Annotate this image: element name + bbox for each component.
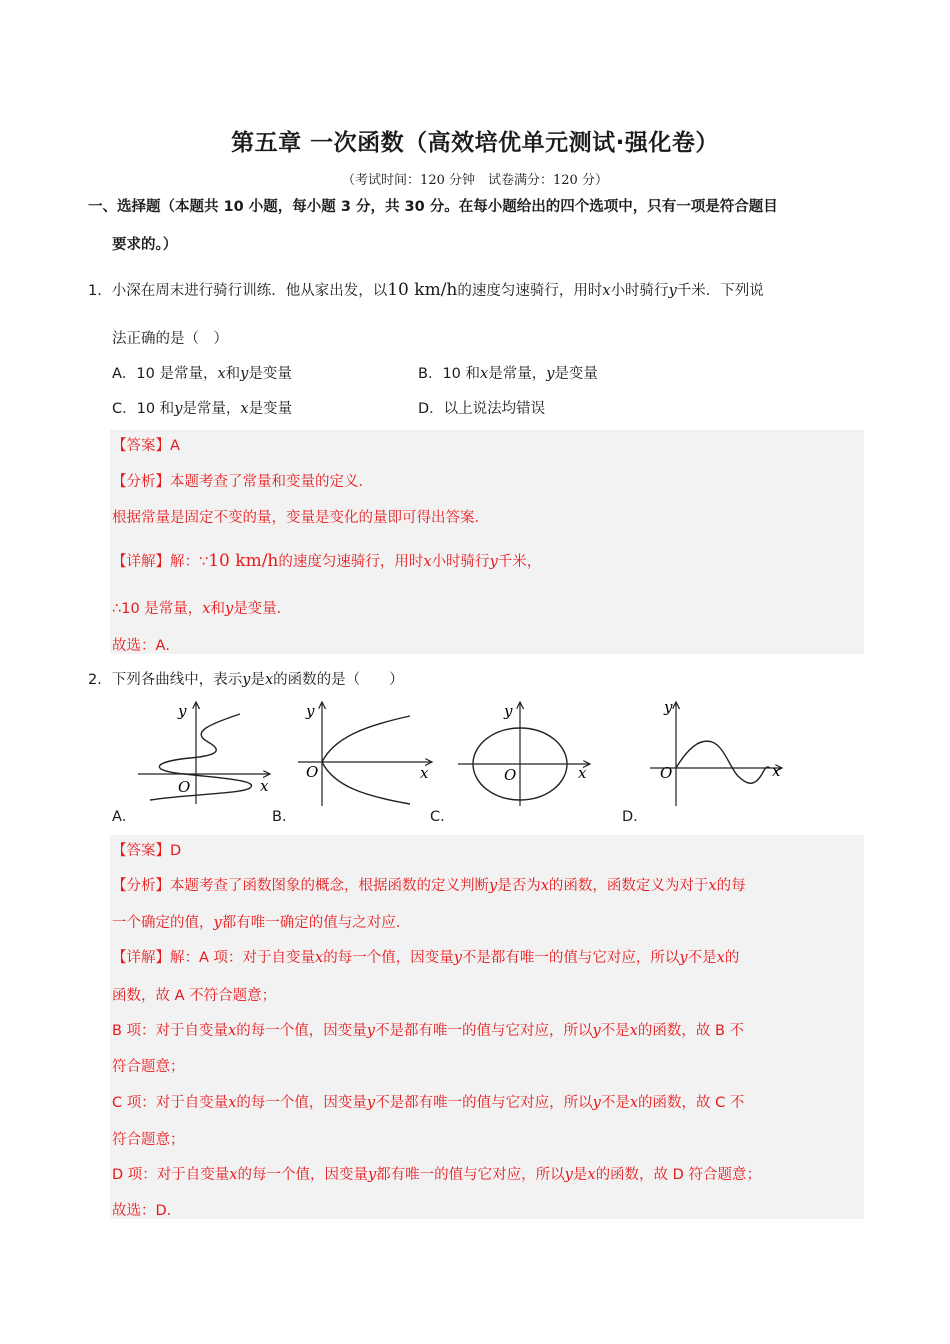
detail-text: 不是都有唯一的值与它对应，所以: [375, 1095, 593, 1111]
stem-text: 千米．下列说: [676, 283, 764, 299]
answer-label: 【答案】: [112, 843, 170, 859]
detail-text: 千米，: [497, 554, 542, 570]
graph-b-label[interactable]: B．: [272, 809, 297, 825]
detail-text: 的速度匀速骑行，用时: [278, 554, 424, 570]
graph-b: [294, 696, 444, 808]
curve-a: [150, 714, 252, 800]
stem-text: 的函数的是（ ）: [273, 672, 404, 688]
option-text: C．10 和: [112, 401, 175, 417]
option-text: 是常量，: [488, 366, 547, 382]
var-x: x: [587, 1167, 596, 1183]
var-y: y: [453, 950, 462, 966]
detail-text: 的每一个值，因变量: [237, 1167, 368, 1183]
detail-text: B 项：对于自变量: [112, 1023, 229, 1039]
stem-text: 是: [250, 672, 265, 688]
analysis-line-2: 根据常量是固定不变的量，变量是变化的量即可得出答案．: [112, 510, 489, 526]
var-x: x: [228, 1095, 237, 1111]
var-y: y: [367, 1167, 377, 1183]
y-label: y: [504, 702, 513, 720]
var-y: y: [592, 1023, 601, 1039]
detail-text: 的函数，故 C 不: [638, 1095, 745, 1111]
detail-text: 不是: [600, 1023, 630, 1039]
y-label: y: [178, 702, 187, 720]
detail-text: 的函数，故 D 符合题意；: [595, 1167, 761, 1183]
answer-line: [112, 434, 180, 455]
x-label: x: [260, 777, 269, 795]
analysis-text: 是否为: [497, 878, 541, 894]
answer-box-1: [110, 430, 864, 654]
var-y: y: [240, 366, 249, 382]
detail-text: 小时骑行: [431, 554, 490, 570]
detail-text: 解：A 项：对于自变量: [170, 950, 316, 966]
curve-b: [322, 716, 410, 804]
option-c[interactable]: [112, 397, 292, 418]
option-b[interactable]: [418, 362, 598, 383]
graph-a-label[interactable]: A．: [112, 809, 137, 825]
option-a[interactable]: [112, 362, 292, 383]
var-y: y: [213, 915, 222, 931]
x-label: x: [578, 764, 587, 782]
var-x: x: [202, 601, 211, 617]
section-heading-cont: 要求的。）: [112, 237, 178, 253]
option-text: 是常量，: [182, 401, 241, 417]
detail-c-line-2: 符合题意；: [112, 1132, 185, 1148]
graph-d-label[interactable]: D．: [622, 809, 648, 825]
analysis-line: [112, 470, 373, 491]
var-y: y: [546, 366, 555, 382]
var-x: x: [229, 1167, 238, 1183]
detail-line: [112, 946, 739, 967]
detail-label: 【详解】: [112, 950, 170, 966]
var-x: x: [629, 1095, 639, 1111]
detail-text: 是变量．: [233, 601, 292, 617]
analysis-text: 一个确定的值，: [112, 915, 214, 931]
analysis-text: 的函数，函数定义为对于: [548, 878, 709, 894]
graph-c: [454, 696, 604, 808]
var-x: x: [240, 401, 249, 417]
detail-text: 的每一个值，因变量: [236, 1095, 367, 1111]
option-text: B．10 和: [418, 366, 481, 382]
option-text: A．10 是常量，: [112, 366, 218, 382]
analysis-text: 本题考查了函数图象的概念，根据函数的定义判断: [170, 878, 489, 894]
var-x: x: [602, 283, 611, 299]
stem-text: 的速度匀速骑行，用时: [457, 283, 603, 299]
var-x: x: [480, 366, 489, 382]
detail-label: 【详解】: [112, 554, 170, 570]
question-number: 1．: [88, 283, 112, 299]
var-y: y: [242, 672, 251, 688]
detail-text: 不是: [600, 1095, 630, 1111]
var-y: y: [366, 1095, 376, 1111]
choose-line: 故选：A．: [112, 638, 180, 654]
detail-b-line: [112, 1019, 744, 1040]
stem-text: 小时骑行: [610, 283, 669, 299]
detail-d-line: [112, 1163, 761, 1184]
analysis-label: 【分析】: [112, 474, 170, 490]
section-heading-line1: 一、选择题（本题共 10 小题，每小题 3 分，共 30 分。在每小题给出的四个选项中，只有一项是符合题目: [88, 199, 778, 215]
var-x: x: [315, 950, 324, 966]
graph-c-label[interactable]: C．: [430, 809, 455, 825]
page-title: 第五章 一次函数（高效培优单元测试·强化卷）: [231, 130, 719, 156]
detail-text: 解：∵: [170, 554, 209, 570]
origin-label: O: [178, 778, 191, 796]
graph-a: [130, 696, 280, 808]
detail-text: 不是: [687, 950, 717, 966]
question-2-stem: [88, 668, 404, 689]
analysis-line-2: [112, 911, 410, 932]
x-label: x: [420, 764, 429, 782]
var-x: x: [217, 366, 226, 382]
section-heading: [88, 195, 778, 216]
answer-value: A: [170, 438, 180, 454]
detail-text: 是: [572, 1167, 588, 1183]
detail-line: [112, 550, 541, 571]
exam-info: （考试时间：120 分钟 试卷满分：120 分）: [342, 173, 608, 188]
var-y: y: [366, 1023, 375, 1039]
var-x: x: [540, 878, 549, 894]
question-1-stem: [88, 279, 764, 300]
var-y: y: [592, 1095, 601, 1111]
answer-value: D: [170, 843, 182, 859]
origin-label: O: [306, 763, 319, 781]
detail-text: C 项：对于自变量: [112, 1095, 229, 1111]
analysis-text: 都有唯一确定的值与之对应．: [221, 915, 411, 931]
var-y: y: [174, 401, 183, 417]
question-1-stem-cont: 法正确的是（ ）: [112, 331, 228, 347]
option-text: 和: [225, 366, 241, 382]
answer-label: 【答案】: [112, 438, 170, 454]
stem-text: 下列各曲线中，表示: [111, 672, 243, 688]
speed-value: 10 km/h: [387, 280, 458, 300]
analysis-label: 【分析】: [112, 878, 170, 894]
detail-text: 不是都有唯一的值与它对应，所以: [374, 1023, 593, 1039]
choose-line: 故选：D．: [112, 1203, 182, 1219]
y-label: y: [664, 698, 673, 716]
var-x: x: [264, 672, 274, 688]
detail-c-line: [112, 1091, 744, 1112]
speed-value: 10 km/h: [208, 551, 279, 571]
var-x: x: [708, 878, 717, 894]
option-text: 是变量: [248, 366, 292, 382]
analysis-text: 本题考查了常量和变量的定义．: [170, 474, 373, 490]
var-x: x: [629, 1023, 638, 1039]
y-label: y: [306, 702, 315, 720]
stem-text: 小深在周末进行骑行训练．他从家出发，以: [111, 283, 388, 299]
detail-text: ∴10 是常量，: [112, 601, 203, 617]
graph-d: [650, 696, 800, 808]
var-y: y: [668, 283, 677, 299]
detail-line-2: 函数，故 A 不符合题意；: [112, 988, 277, 1004]
x-label: x: [772, 762, 781, 780]
therefore-line: [112, 597, 291, 618]
option-text: 是变量: [554, 366, 598, 382]
detail-text: 的每一个值，因变量: [236, 1023, 367, 1039]
analysis-line: [112, 874, 746, 895]
var-x: x: [228, 1023, 237, 1039]
detail-text: 和: [210, 601, 225, 617]
option-text: 是变量: [248, 401, 293, 417]
detail-b-line-2: 符合题意；: [112, 1059, 185, 1075]
var-y: y: [489, 554, 498, 570]
detail-text: 都有唯一的值与它对应，所以: [376, 1167, 565, 1183]
curve-d: [676, 741, 770, 783]
question-number: 2．: [88, 672, 112, 688]
detail-text: 的函数，故 B 不: [637, 1023, 745, 1039]
detail-text: 不是都有唯一的值与它对应，所以: [461, 950, 680, 966]
option-d[interactable]: D．以上说法均错误: [418, 401, 546, 417]
origin-label: O: [660, 764, 673, 782]
var-y: y: [564, 1167, 573, 1183]
var-y: y: [224, 601, 234, 617]
var-y: y: [489, 878, 498, 894]
detail-text: D 项：对于自变量: [112, 1167, 230, 1183]
analysis-text: 的每: [716, 878, 746, 894]
var-y: y: [679, 950, 688, 966]
answer-line: [112, 839, 181, 860]
var-x: x: [716, 950, 725, 966]
origin-label: O: [504, 766, 517, 784]
detail-text: 的每一个值，因变量: [323, 950, 454, 966]
detail-text: 的: [724, 950, 740, 966]
var-x: x: [423, 554, 432, 570]
